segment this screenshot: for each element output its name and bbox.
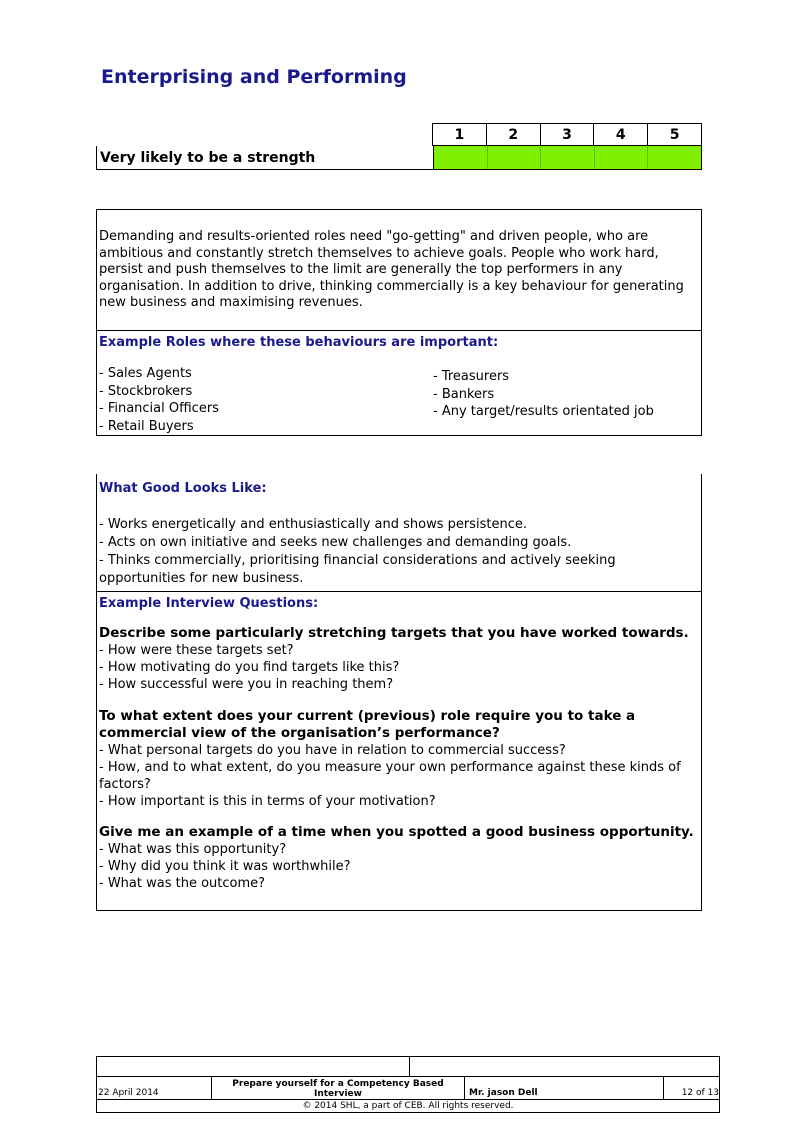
list-item: - Why did you think it was worthwhile? bbox=[99, 859, 351, 874]
list-item: - What was the outcome? bbox=[99, 876, 266, 891]
footer-page-number: 12 of 13 bbox=[663, 1077, 719, 1099]
rating-scale-4: 4 bbox=[593, 124, 647, 145]
rating-row bbox=[96, 146, 702, 170]
rating-scale-1: 1 bbox=[454, 126, 465, 143]
description-box bbox=[96, 209, 702, 436]
question-block-2 bbox=[99, 708, 697, 810]
footer-copyright: © 2014 SHL, a part of CEB. All rights reserved. bbox=[96, 1100, 720, 1113]
list-item: - How were these targets set? bbox=[99, 643, 294, 658]
question-title: To what extent does your current (previous) role require you to take a commercial view of the organisation’s performance? bbox=[99, 708, 636, 741]
list-item: - Sales Agents bbox=[99, 366, 192, 381]
list-item: - Bankers bbox=[433, 386, 495, 402]
good-heading: What Good Looks Like: bbox=[99, 481, 267, 496]
question-title: Describe some particularly stretching targets that you have worked towards. bbox=[99, 625, 689, 641]
rating-scale-3: 3 bbox=[540, 124, 594, 145]
rating-scale-5: 5 bbox=[647, 124, 701, 145]
rating-scale-2: 2 bbox=[486, 124, 540, 145]
list-item: - How, and to what extent, do you measure your own performance against these kinds of factors? bbox=[99, 760, 681, 792]
list-item: - Stockbrokers bbox=[99, 383, 193, 399]
good-and-questions-box bbox=[96, 474, 702, 911]
question-block-1 bbox=[99, 625, 697, 693]
footer-info-row bbox=[96, 1076, 720, 1100]
list-item: - What was this opportunity? bbox=[99, 842, 287, 857]
roles-heading: Example Roles where these behaviours are important: bbox=[99, 335, 499, 350]
rating-label: Very likely to be a strength bbox=[100, 149, 316, 166]
list-item: - Thinks commercially, prioritising financial considerations and actively seeking opportunities for new business. bbox=[99, 553, 616, 586]
description-text: Demanding and results-oriented roles need "go-getting" and driven people, who are ambitious and constantly stretch themselves to achieve goals. People who work hard, persist and push themselves to the limit are generally the top performers in any organisation. In addition to drive, thinking commercially is a key behaviour for generating new business and maximising revenues. bbox=[99, 229, 684, 310]
list-item: - Retail Buyers bbox=[99, 418, 194, 434]
list-item: - How motivating do you find targets like this? bbox=[99, 660, 400, 675]
question-block-3 bbox=[99, 824, 697, 892]
list-item: - What personal targets do you have in relation to commercial success? bbox=[99, 743, 566, 758]
footer-doc-title: Prepare yourself for a Competency Based Interview bbox=[211, 1077, 465, 1099]
footer-top-row bbox=[96, 1056, 720, 1076]
list-item: - Treasurers bbox=[433, 369, 510, 384]
list-item: - Acts on own initiative and seeks new challenges and demanding goals. bbox=[99, 535, 572, 550]
page-footer bbox=[96, 1056, 720, 1113]
roles-left-list bbox=[99, 365, 219, 435]
roles-right-list bbox=[433, 368, 654, 421]
question-title: Give me an example of a time when you spotted a good business opportunity. bbox=[99, 824, 694, 840]
list-item: - Works energetically and enthusiastically and shows persistence. bbox=[99, 517, 527, 532]
rating-scale-header bbox=[432, 123, 702, 146]
rating-bar bbox=[433, 146, 701, 169]
questions-heading: Example Interview Questions: bbox=[99, 596, 319, 611]
page-title: Enterprising and Performing bbox=[101, 66, 407, 88]
divider bbox=[97, 330, 701, 331]
list-item: - How important is this in terms of your motivation? bbox=[99, 794, 436, 809]
divider bbox=[97, 591, 701, 592]
footer-date: 22 April 2014 bbox=[98, 1088, 159, 1098]
good-list bbox=[99, 516, 697, 588]
footer-author: Mr. jason Dell bbox=[469, 1088, 538, 1098]
list-item: - Any target/results orientated job bbox=[433, 404, 654, 419]
list-item: - How successful were you in reaching them? bbox=[99, 677, 394, 692]
list-item: - Financial Officers bbox=[99, 401, 219, 416]
